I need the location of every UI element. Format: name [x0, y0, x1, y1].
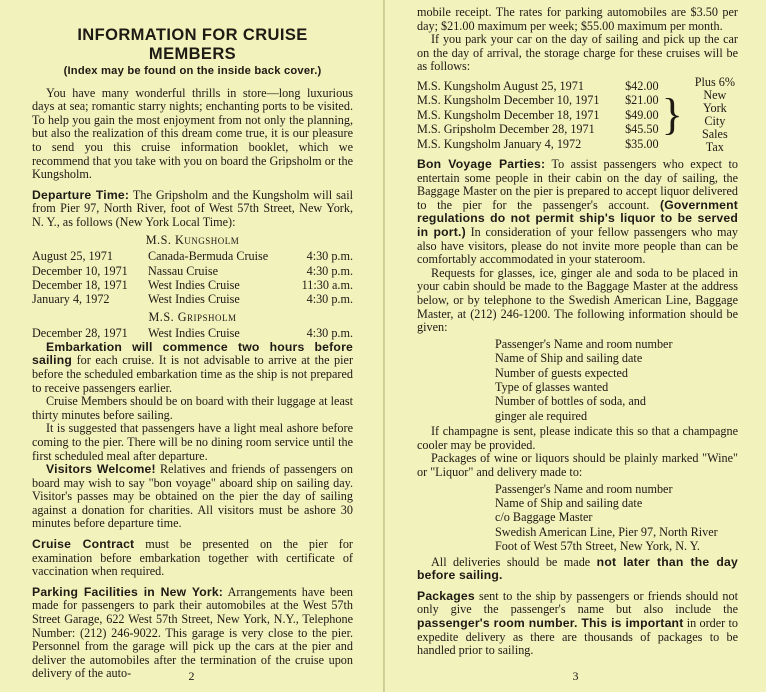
sailing-time: 4:30 p.m.	[306, 292, 353, 307]
list-item: c/o Baggage Master	[495, 510, 593, 525]
meal-paragraph: It is suggested that passengers have a light meal ashore before coming to the pier. There will be no dining room service until the first scheduled meal after departure.	[32, 421, 353, 463]
requests-paragraph: Requests for glasses, ice, ginger ale and soda to be placed in your cabin should be made to the Baggage Master at the address below, or by telephone to the Swedish American Line, Baggage Master, at (212) 246-1200. The following information should be given:	[417, 265, 738, 335]
parking-rate-label: M.S. Kungsholm December 18, 1971	[417, 107, 600, 122]
sailing-time: 4:30 p.m.	[306, 263, 353, 278]
packages-text2: in order to expedite delivery as there are thousands of packages to be handled prior to sailing.	[417, 615, 738, 658]
parking-rate-amount: $49.00	[625, 107, 659, 122]
parking-rates-table	[417, 76, 738, 154]
sailing-cruise: Canada-Bermuda Cruise	[148, 249, 269, 264]
kungsholm-schedule	[32, 249, 353, 307]
sailing-date: August 25, 1971	[32, 249, 113, 264]
tax-note-line: Sales Tax	[701, 126, 728, 154]
departure-text: The Gripsholm and the Kungsholm will sail from Pier 97, North River, foot of West 57th Street, New York, N. Y., as follows (New York Local Time):	[32, 187, 353, 229]
deliveries-paragraph	[417, 556, 738, 583]
brace-glyph: }	[661, 89, 683, 139]
list-item: Passenger's Name and room number	[495, 481, 673, 496]
parking-rate-label: M.S. Kungsholm December 10, 1971	[417, 93, 600, 108]
sailing-row	[32, 326, 353, 340]
packages-paragraph	[417, 590, 738, 658]
sailing-date: December 18, 1971	[32, 277, 128, 292]
deliveries-bold: not later than the day before sailing.	[417, 554, 738, 583]
list-item: Number of bottles of soda, and	[495, 394, 646, 409]
parking-text: Arrangements have been made for passengers to park their automobiles at the West 57th Street Garage, 622 West 57th Street, New York, N.Y., Telephone Number: (212) 246-9022. This garage is very close to the pier. Personnel from the garage will pick up the cars at the pier and deliver the automobiles after the termination of the cruise upon delivery of the auto-	[32, 584, 353, 681]
parking-heading: Parking Facilities in New York:	[32, 584, 224, 599]
deliveries-text: All deliveries should be made	[431, 554, 591, 569]
page-number-right: 3	[572, 669, 579, 684]
champagne-paragraph: If champagne is sent, please indicate this so that a champagne cooler may be provided.	[417, 424, 738, 452]
sailing-date: December 28, 1971	[32, 326, 128, 341]
sailing-cruise: Nassau Cruise	[148, 263, 219, 278]
visitors-text: Relatives and friends of passengers on board may wish to say "bon voyage" aboard ship on sailing day. Visitor's passes may be obtained on the pier the day of sailing against a donation for charities. All visitors must be ashore 30 minutes before departure time.	[32, 462, 353, 531]
parking-cont-paragraph: mobile receipt. The rates for parking automobiles are $3.50 per day; $21.00 maximum per week; $55.00 maximum per month.	[417, 5, 738, 33]
sailing-date: January 4, 1972	[32, 292, 110, 307]
ship2-name: M.S. Gripsholm	[148, 309, 237, 324]
onboard-paragraph: Cruise Members should be on board with their luggage at least thirty minutes before sailing.	[32, 394, 353, 422]
parking-rate-amount: $42.00	[625, 78, 659, 93]
sailing-row	[32, 249, 353, 263]
sailing-cruise: West Indies Cruise	[148, 277, 240, 292]
regulation-note: (Government regulations do not permit ship's liquor to be served in port.)	[417, 197, 738, 239]
bon-voyage-text: To assist passengers who expect to entertain some people in their cabin on the day of sailing, the Baggage Master on the pier is prepared to accept liquor delivered to the pier for the passenger's account.	[417, 156, 739, 212]
gripsholm-schedule	[32, 326, 353, 340]
tax-note	[686, 76, 738, 154]
list-item: Name of Ship and sailing date	[495, 351, 643, 366]
parking-rate-amount: $21.00	[625, 93, 659, 108]
parking-rate-amount: $35.00	[625, 136, 659, 151]
embark-paragraph	[32, 341, 353, 395]
contract-text: must be presented on the pier for examination before embarkation together with certificate of vaccination when required.	[32, 537, 353, 579]
page-title: INFORMATION FOR CRUISE MEMBERS	[77, 26, 308, 63]
list-item: ginger ale required	[495, 408, 588, 423]
tax-note-line: New York	[702, 87, 727, 115]
embark-heading: Embarkation will commence two hours before sailing	[32, 339, 353, 368]
visitors-paragraph	[32, 463, 353, 531]
page-number-left: 2	[188, 669, 195, 684]
list-item: Passenger's Name and room number	[495, 336, 673, 351]
sailing-cruise: West Indies Cruise	[148, 326, 240, 341]
packages-bold: passenger's room number. This is important	[417, 615, 684, 630]
parking-rate-label: M.S. Kungsholm January 4, 1972	[417, 136, 582, 151]
sailing-time: 4:30 p.m.	[306, 326, 353, 341]
parking-rate-amount: $45.50	[625, 122, 659, 137]
packages-wine-paragraph: Packages of wine or liquors should be plainly marked "Wine" or "Liquor" and delivery made to:	[417, 451, 738, 479]
list-item: Type of glasses wanted	[495, 379, 609, 394]
sailing-date: December 10, 1971	[32, 263, 128, 278]
list-item: Foot of West 57th Street, New York, N. Y.	[495, 539, 700, 554]
list-item: Number of guests expected	[495, 365, 629, 380]
visitors-heading: Visitors Welcome!	[46, 462, 156, 477]
packages-text: sent to the ship by passengers or friends should not only give the passenger's name but also include the	[417, 588, 739, 617]
contract-paragraph	[32, 538, 353, 579]
parking-rate-row	[417, 108, 659, 122]
tax-note-line: Plus 6%	[694, 74, 735, 89]
parking-rate-row	[417, 137, 659, 151]
parking-day-paragraph: If you park your car on the day of sailing and pick up the car on the day of arrival, the storage charge for these cruises will be as follows:	[417, 32, 738, 74]
sailing-cruise: West Indies Cruise	[148, 292, 240, 307]
sailing-row	[32, 292, 353, 306]
parking-rate-label: M.S. Kungsholm August 25, 1971	[417, 78, 584, 93]
contract-heading: Cruise Contract	[32, 537, 135, 552]
sailing-time: 11:30 a.m.	[301, 277, 353, 292]
info-list	[417, 337, 738, 423]
sailing-row	[32, 264, 353, 278]
page-subtitle: (Index may be found on the inside back cover.)	[63, 65, 322, 77]
right-page	[385, 0, 766, 692]
bon-voyage-text2: In consideration of your fellow passengers who may also have visitors, please do not invite more people than can be comfortably accommodated in your stateroom.	[417, 224, 739, 267]
parking-rate-row	[417, 122, 659, 136]
departure-heading: Departure Time:	[32, 187, 130, 202]
parking-rate-row	[417, 79, 659, 93]
sailing-row	[32, 278, 353, 292]
packages-heading: Packages	[417, 588, 475, 603]
embark-text: for each cruise. It is not advisable to arrive at the pier before the scheduled embarkation time as the ship is not prepared to receive passengers earlier.	[32, 353, 354, 395]
parking-rate-row	[417, 93, 659, 107]
list-item: Name of Ship and sailing date	[495, 495, 643, 510]
bon-voyage-heading: Bon Voyage Parties:	[417, 156, 546, 171]
sailing-time: 4:30 p.m.	[306, 249, 353, 264]
intro-paragraph: You have many wonderful thrills in store—long luxurious days at sea; romantic starry nights; enchanting ports to be visited. To help you gain the most enjoyment from not only the planning, but also the realization of this dream come true, it is our pleasure to send you this cruise information booklet, which we recommend that you take with you on board the Gripsholm or the Kungsholm.	[32, 85, 353, 182]
parking-rate-label: M.S. Gripsholm December 28, 1971	[417, 122, 595, 137]
departure-paragraph	[32, 189, 353, 230]
tax-note-line: City	[704, 113, 726, 128]
ship1-name: M.S. Kungsholm	[145, 232, 240, 247]
delivery-list	[417, 482, 738, 554]
list-item: Swedish American Line, Pier 97, North River	[495, 524, 718, 539]
bon-voyage-paragraph	[417, 158, 738, 267]
parking-paragraph	[32, 586, 353, 681]
